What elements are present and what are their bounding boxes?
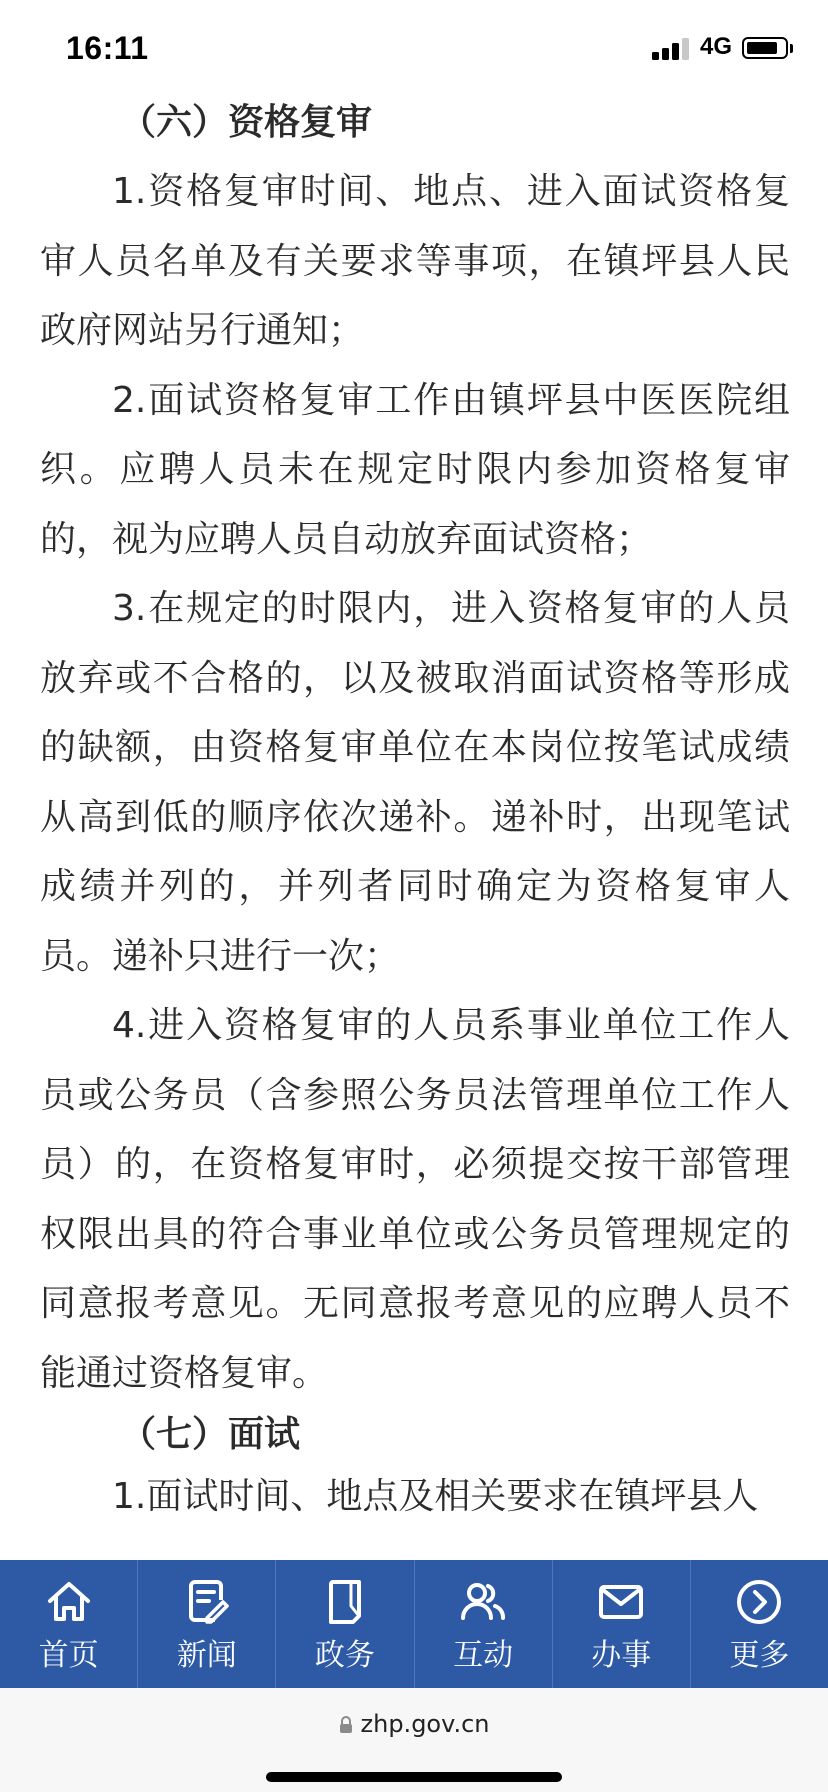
lock-icon bbox=[339, 1716, 353, 1734]
nav-label: 办事 bbox=[591, 1638, 652, 1673]
news-icon bbox=[181, 1576, 233, 1628]
browser-address-bar bbox=[0, 1688, 828, 1792]
interaction-icon bbox=[457, 1576, 509, 1628]
section-heading-qualification-review: （六）资格复审 bbox=[120, 102, 373, 143]
article-paragraph: 2.面试资格复审工作由镇坪县中医医院组织。应聘人员未在规定时限内参加资格复审的，视为应聘人员自动放弃面试资格； bbox=[40, 379, 790, 560]
battery-icon bbox=[742, 37, 788, 59]
nav-item-news[interactable] bbox=[138, 1560, 276, 1688]
home-icon bbox=[43, 1576, 95, 1628]
nav-item-more[interactable] bbox=[691, 1560, 828, 1688]
url-field[interactable] bbox=[0, 1710, 828, 1738]
nav-label: 首页 bbox=[38, 1638, 99, 1673]
nav-item-services[interactable] bbox=[553, 1560, 691, 1688]
article-paragraph: 1.资格复审时间、地点、进入面试资格复审人员名单及有关要求等事项，在镇坪县人民政府网站另行通知； bbox=[40, 171, 790, 351]
network-type: 4G bbox=[700, 33, 733, 60]
article-paragraph: 1.面试时间、地点及相关要求在镇坪县人 bbox=[112, 1476, 759, 1517]
url-text: zhp.gov.cn bbox=[360, 1710, 490, 1738]
more-chevron-icon bbox=[733, 1576, 785, 1628]
battery-tip bbox=[790, 44, 793, 53]
article-paragraph: 3.在规定的时限内，进入资格复审的人员放弃或不合格的，以及被取消面试资格等形成的缺额，由资格复审单位在本岗位按笔试成绩从高到低的顺序依次递补。递补时，出现笔试成绩并列的，并列者同时确定为资格复审人员。递补只进行一次； bbox=[40, 588, 790, 977]
services-mail-icon bbox=[595, 1576, 647, 1628]
government-affairs-icon bbox=[319, 1576, 371, 1628]
nav-label: 政务 bbox=[314, 1638, 375, 1673]
nav-item-home[interactable] bbox=[0, 1560, 138, 1688]
bottom-navigation bbox=[0, 1560, 828, 1688]
nav-label: 互动 bbox=[453, 1638, 514, 1673]
article-body bbox=[40, 90, 790, 1532]
nav-item-government[interactable] bbox=[276, 1560, 414, 1688]
status-bar bbox=[0, 0, 828, 96]
nav-label: 新闻 bbox=[176, 1638, 237, 1673]
status-time: 16:11 bbox=[66, 30, 149, 66]
section-heading-interview: （七）面试 bbox=[120, 1414, 301, 1455]
cellular-signal-icon bbox=[652, 38, 692, 60]
home-indicator[interactable] bbox=[266, 1772, 562, 1782]
nav-label: 更多 bbox=[729, 1638, 790, 1673]
article-paragraph: 4.进入资格复审的人员系事业单位工作人员或公务员（含参照公务员法管理单位工作人员）的，在资格复审时，必须提交按干部管理权限出具的符合事业单位或公务员管理规定的同意报考意见。无同意报考意见的应聘人员不能通过资格复审。 bbox=[40, 1005, 790, 1394]
nav-item-interaction[interactable] bbox=[415, 1560, 553, 1688]
